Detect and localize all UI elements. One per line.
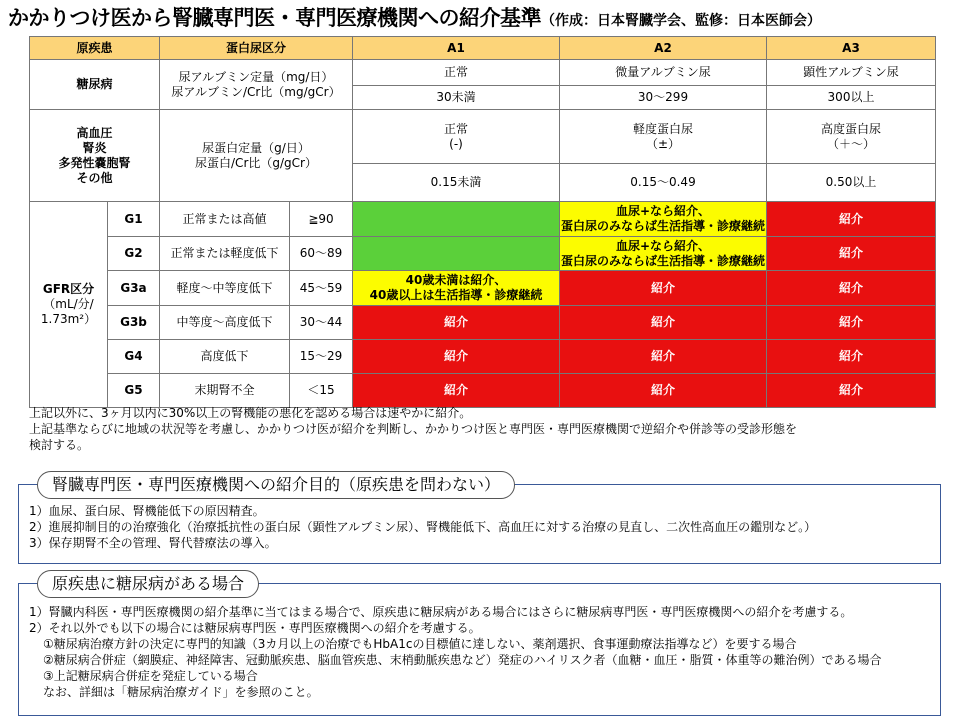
diabetes-measure bbox=[160, 60, 353, 110]
header-row bbox=[30, 37, 936, 60]
header-a3: A3 bbox=[767, 37, 936, 60]
gfr-row bbox=[30, 374, 936, 408]
others-a1-sign: (-) bbox=[449, 136, 463, 151]
gfr-description: 中等度〜高度低下 bbox=[160, 306, 290, 340]
diabetes-v1: 30未満 bbox=[353, 86, 560, 110]
cell-a3: 紹介 bbox=[767, 237, 936, 271]
notes bbox=[29, 405, 939, 453]
purpose-item: 3）保存期腎不全の管理、腎代替療法の導入。 bbox=[29, 536, 277, 550]
others-row-1 bbox=[30, 110, 936, 164]
cell-a3: 紹介 bbox=[767, 340, 936, 374]
purpose-label: 腎臓専門医・専門医療機関への紹介目的（原疾患を問わない） bbox=[37, 471, 515, 499]
gfr-range: 60〜89 bbox=[290, 237, 353, 271]
diabetes-label: 糖尿病 bbox=[30, 60, 160, 110]
diabetes-subitem: ③上記糖尿病合併症を発症している場合 bbox=[43, 669, 258, 683]
gfr-range: 45〜59 bbox=[290, 271, 353, 306]
diabetes-box-footer: なお、詳細は「糖尿病治療ガイド」を参照のこと。 bbox=[43, 685, 319, 699]
diabetes-a1: 正常 bbox=[353, 60, 560, 86]
diabetes-a2: 微量アルブミン尿 bbox=[560, 60, 767, 86]
gfr-row bbox=[30, 237, 936, 271]
diabetes-box-label: 原疾患に糖尿病がある場合 bbox=[37, 570, 259, 598]
gfr-range: 30〜44 bbox=[290, 306, 353, 340]
cell-a3: 紹介 bbox=[767, 374, 936, 408]
diabetes-a3: 顕性アルブミン尿 bbox=[767, 60, 936, 86]
purpose-item: 2）進展抑制目的の治療強化（治療抵抗性の蛋白尿（顕性アルブミン尿）、腎機能低下、高血圧に対する治療の見直し、二次性高血圧の鑑別など。） bbox=[29, 520, 817, 534]
note-line: 検討する。 bbox=[29, 438, 90, 452]
gfr-unit-2: 1.73m²） bbox=[40, 312, 97, 326]
gfr-stage: G3b bbox=[108, 306, 160, 340]
purpose-item: 1）血尿、蛋白尿、腎機能低下の原因精査。 bbox=[29, 504, 265, 518]
gfr-description: 正常または高値 bbox=[160, 202, 290, 237]
diabetes-subitem: ②糖尿病合併症（網膜症、神経障害、冠動脈疾患、脳血管疾患、末梢動脈疾患など）発症のハイリスク者（血糖・血圧・脂質・体重等の難治例）である場合 bbox=[43, 653, 882, 667]
others-a2-sign: （±） bbox=[645, 136, 681, 151]
gfr-stage: G3a bbox=[108, 271, 160, 306]
gfr-stage: G4 bbox=[108, 340, 160, 374]
gfr-unit-1: （mL/分/ bbox=[43, 297, 94, 311]
cell-a2: 紹介 bbox=[560, 271, 767, 306]
others-measure-1: 尿蛋白定量（g/日） bbox=[202, 140, 310, 155]
others-a1-label: 正常 bbox=[443, 121, 468, 136]
diabetes-item: 2）それ以外でも以下の場合には糖尿病専門医・専門医療機関への紹介を考慮する。 bbox=[29, 621, 481, 635]
referral-criteria-table bbox=[29, 36, 936, 408]
gfr-stage: G5 bbox=[108, 374, 160, 408]
cell-a1: 紹介 bbox=[353, 306, 560, 340]
header-category: 蛋白尿区分 bbox=[160, 37, 353, 60]
gfr-stage: G1 bbox=[108, 202, 160, 237]
others-l4: その他 bbox=[76, 170, 113, 185]
cell-a2: 紹介 bbox=[560, 340, 767, 374]
cell-a3: 紹介 bbox=[767, 306, 936, 340]
gfr-range: ≧90 bbox=[290, 202, 353, 237]
title-sub: （作成：日本腎臓学会、監修：日本医師会） bbox=[541, 13, 821, 29]
cell-a1 bbox=[353, 202, 560, 237]
cell-a2-line: 血尿+なら紹介、 bbox=[615, 204, 711, 218]
others-l3: 多発性嚢胞腎 bbox=[58, 155, 131, 170]
gfr-label bbox=[30, 202, 108, 408]
diabetes-measure-1: 尿アルブミン定量（mg/日） bbox=[178, 69, 334, 84]
cell-a1-line: 40歳未満は紹介、 bbox=[405, 273, 507, 287]
others-measure bbox=[160, 110, 353, 202]
diabetes-item: 1）腎臓内科医・専門医療機関の紹介基準に当てはまる場合で、原疾患に糖尿病がある場合にはさらに糖尿病専門医・専門医療機関への紹介を考慮する。 bbox=[29, 605, 853, 619]
cell-a1 bbox=[353, 237, 560, 271]
others-a1 bbox=[353, 110, 560, 164]
others-v3: 0.50以上 bbox=[767, 164, 936, 202]
note-line: 上記以外に、3ヶ月以内に30%以上の腎機能の悪化を認める場合は速やかに紹介。 bbox=[29, 406, 472, 420]
cell-a2-line: 蛋白尿のみならば生活指導・診療継続 bbox=[560, 219, 765, 233]
others-l2: 腎炎 bbox=[82, 140, 107, 155]
diabetes-v2: 30〜299 bbox=[560, 86, 767, 110]
gfr-row bbox=[30, 202, 936, 237]
purpose-box bbox=[18, 475, 941, 564]
others-l1: 高血圧 bbox=[76, 125, 113, 140]
diabetes-v3: 300以上 bbox=[767, 86, 936, 110]
others-label bbox=[30, 110, 160, 202]
cell-a3: 紹介 bbox=[767, 271, 936, 306]
gfr-stage: G2 bbox=[108, 237, 160, 271]
diabetes-row-1 bbox=[30, 60, 936, 86]
diabetes-box bbox=[18, 574, 941, 716]
cell-a1: 紹介 bbox=[353, 340, 560, 374]
cell-a2: 紹介 bbox=[560, 374, 767, 408]
gfr-row bbox=[30, 340, 936, 374]
gfr-range: ＜15 bbox=[290, 374, 353, 408]
cell-a2-line: 血尿+なら紹介、 bbox=[615, 238, 711, 253]
cell-a3: 紹介 bbox=[767, 202, 936, 237]
cell-a2: 紹介 bbox=[560, 306, 767, 340]
cell-a1 bbox=[353, 271, 560, 306]
cell-a2 bbox=[560, 202, 767, 237]
cell-a2-line: 蛋白尿のみならば生活指導・診療継続 bbox=[560, 253, 765, 268]
others-a2 bbox=[560, 110, 767, 164]
cell-a1: 紹介 bbox=[353, 374, 560, 408]
header-a2: A2 bbox=[560, 37, 767, 60]
note-line: 上記基準ならびに地域の状況等を考慮し、かかりつけ医が紹介を判断し、かかりつけ医と専門医・専門医療機関で逆紹介や併診等の受診形態を bbox=[29, 422, 798, 436]
others-a3-label: 高度蛋白尿 bbox=[820, 121, 881, 136]
cell-a1-line: 40歳以上は生活指導・診療継続 bbox=[369, 288, 543, 302]
gfr-label-text: GFR区分 bbox=[42, 282, 95, 296]
others-v2: 0.15〜0.49 bbox=[560, 164, 767, 202]
gfr-row bbox=[30, 271, 936, 306]
header-disease: 原疾患 bbox=[30, 37, 160, 60]
others-a3 bbox=[767, 110, 936, 164]
others-v1: 0.15未満 bbox=[353, 164, 560, 202]
others-a3-sign: （＋〜） bbox=[826, 136, 875, 151]
title-main: かかりつけ医から腎臓専門医・専門医療機関への紹介基準 bbox=[8, 6, 541, 30]
gfr-row bbox=[30, 306, 936, 340]
gfr-range: 15〜29 bbox=[290, 340, 353, 374]
gfr-description: 高度低下 bbox=[160, 340, 290, 374]
gfr-description: 正常または軽度低下 bbox=[160, 237, 290, 271]
diabetes-measure-2: 尿アルブミン/Cr比（mg/gCr） bbox=[171, 84, 341, 99]
others-measure-2: 尿蛋白/Cr比（g/gCr） bbox=[195, 155, 317, 170]
others-a2-label: 軽度蛋白尿 bbox=[632, 121, 693, 136]
gfr-description: 軽度〜中等度低下 bbox=[160, 271, 290, 306]
cell-a2 bbox=[560, 237, 767, 271]
header-a1: A1 bbox=[353, 37, 560, 60]
gfr-description: 末期腎不全 bbox=[160, 374, 290, 408]
page-title bbox=[8, 3, 953, 33]
diabetes-subitem: ①糖尿病治療方針の決定に専門的知識（3カ月以上の治療でもHbA1cの目標値に達しない、薬剤選択、食事運動療法指導など）を要する場合 bbox=[43, 637, 797, 651]
